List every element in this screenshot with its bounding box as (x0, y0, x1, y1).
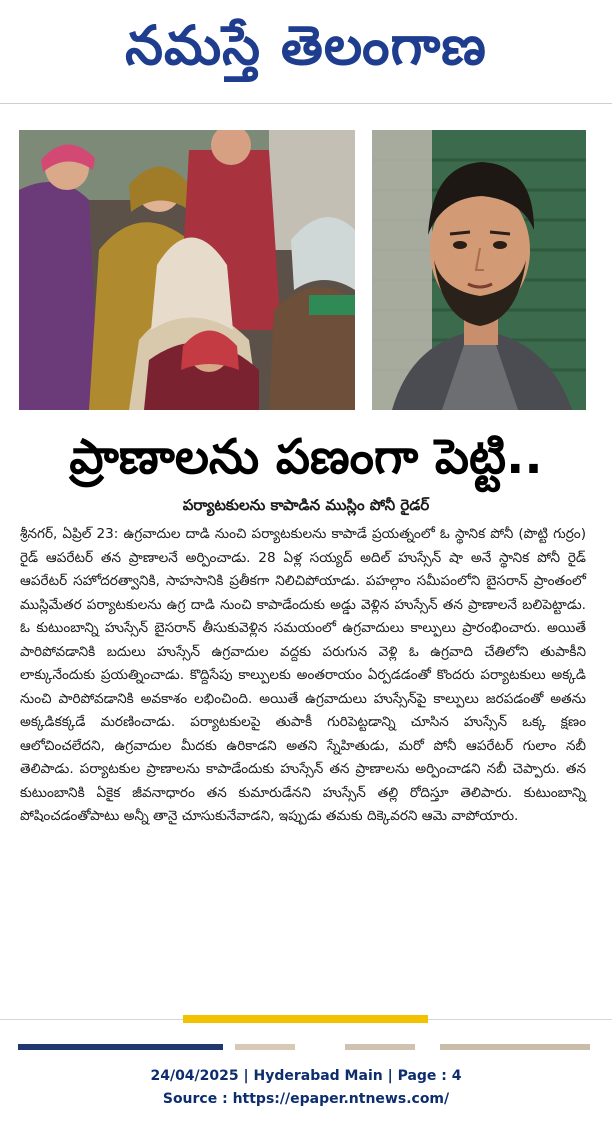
portrait-illustration (372, 130, 586, 410)
article-body (20, 523, 586, 829)
footer-source-line: Source : https://epaper.ntnews.com/ (162, 1091, 450, 1107)
portrait-photo (372, 130, 586, 410)
masthead-title: నమస్తే తెలంగాణ (125, 14, 487, 77)
masthead (0, 0, 612, 100)
next-story-strip-mid2 (345, 1044, 415, 1050)
article-body-paragraph: శ్రీనగర్, ఏప్రిల్ 23: ఉగ్రవాదుల దాడి నుంచి పర్యాటకులను కాపాడే ప్రయత్నంలో ఓ స్థానిక పోనీ (పొట్టి గుర్రం) రైడ్ ఆపరేటర్ తన ప్రాణాలనే అర్పించాడు. 28 ఏళ్ల సయ్యద్ అదిల్ హుస్సేన్ షా అనే స్థానిక పోనీ రైడ్ ఆపరేటర్ సహోదరత్వానికి, సాహసానికి ప్రతీకగా నిలిచిపోయాడు. పహల్గాం సమీపంలోని బైసరాన్ ప్రాంతంలో ముస్లిమేతర పర్యాటకులను ఉగ్ర దాడి నుంచి కాపాడేందుకు అడ్డు వెళ్లిన హుస్సేన్ తన ప్రాణాలనే బలిపెట్టాడు. ఓ కుటుంబాన్ని హుస్సేన్ బైసరాన్ తీసుకువెళ్లిన సమయంలో ఉగ్రవాదులు కాల్పులు ప్రారంభించారు. అయితే పారిపోవడానికి బదులు హుస్సేన్ ఉగ్రవాదుల వద్దకు పరుగున వెళ్లి ఓ ఉగ్రవాది చేతిలోని తుపాకీని లాక్కునేందుకు ప్రయత్నించాడు. కొద్దిసేపు కాల్పులకు అంతరాయం ఏర్పడడంతో కొందరు పర్యాటకులు అక్కడి నుంచి పారిపోవడానికి అవకాశం లభించింది. అయితే ఉగ్రవాదులు హుస్సేన్‌పై కాల్పులు జరపడంతో అతను అక్కడికక్కడే మరణించాడు. పర్యాటకులపై తుపాకీ గురిపెట్టడాన్ని చూసిన హుస్సేన్ ఒక్క క్షణం ఆలోచించలేదని, ఉగ్రవాదుల మీదకు ఉరికాడని అతని స్నేహితుడు, మరో పోనీ ఆపరేటర్ గులాం నబీ తెలిపాడు. పర్యాటకుల ప్రాణాలను కాపాడేందుకు హుస్సేన్ తన ప్రాణాలను అర్పించాడని నబీ చెప్పారు. తన కుటుంబానికి ఏకైక జీవనాధారం తన కుమారుడేనని హుస్సేన్ తల్లి రోదిస్తూ తెలిపారు. కుటుంబాన్ని పోషించడంతోపాటు అన్నీ తానై చూసుకునేవాడని, ఇప్పుడు తమకు దిక్కెవరని ఆమె వాపోయారు. (20, 526, 586, 824)
footer-date-line: 24/04/2025 | Hyderabad Main | Page : 4 (150, 1068, 462, 1084)
grieving-women-illustration (19, 130, 355, 410)
article-subheadline: పర్యాటకులను కాపాడిన ముస్లిం పోనీ రైడర్ (182, 496, 430, 514)
top-divider (0, 103, 612, 104)
article-headline: ప్రాణాలను పణంగా పెట్టి.. (69, 429, 543, 485)
next-story-strip-left (18, 1044, 223, 1050)
accent-bar (183, 1015, 428, 1023)
next-story-strip-right (440, 1044, 590, 1050)
next-story-strip-mid (235, 1044, 295, 1050)
grieving-women-photo (19, 130, 355, 410)
